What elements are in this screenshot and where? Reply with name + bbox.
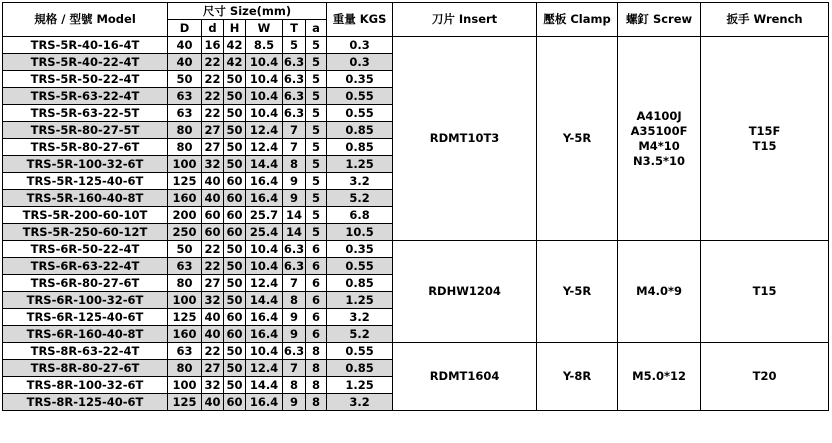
cell-size-T: 6.3 xyxy=(283,258,305,273)
cell-size-d: 27 xyxy=(202,122,224,139)
cell-size-D: 63 xyxy=(168,258,202,275)
cell-size-d: 22 xyxy=(202,258,224,275)
screw-value: A35100F xyxy=(630,123,688,138)
cell-size-D: 160 xyxy=(168,190,202,207)
cell-model: TRS-5R-63-22-5T xyxy=(3,105,168,122)
cell-size-H: 50 xyxy=(224,139,246,156)
cell-size-a: 8 xyxy=(306,377,327,394)
cell-size-d: 22 xyxy=(202,105,224,122)
cell-size-d: 22 xyxy=(202,241,224,258)
cell-size-d: 40 xyxy=(202,394,224,411)
cell-size-d: 60 xyxy=(202,224,224,241)
cell-size-H: 50 xyxy=(224,71,246,88)
cell-size-a: 5 xyxy=(306,190,327,207)
cell-size-a: 6 xyxy=(306,292,327,309)
cell-model: TRS-6R-100-32-6T xyxy=(3,292,168,309)
cell-size-D: 200 xyxy=(168,207,202,224)
cell-size-W: 10.4 xyxy=(246,241,283,258)
cell-model: TRS-6R-50-22-4T xyxy=(3,241,168,258)
cell-size-W: 8.5 xyxy=(246,37,283,54)
cell-size-H: 60 xyxy=(224,224,246,241)
cell-size-W: 12.4 xyxy=(246,360,283,377)
wrench-value: T15 xyxy=(752,284,777,298)
screw-cell xyxy=(618,241,701,343)
cell-size-a: 6 xyxy=(306,275,327,292)
cell-size-H: 50 xyxy=(224,156,246,173)
cell-size-d: 22 xyxy=(202,54,224,71)
cell-weight: 0.55 xyxy=(327,88,393,105)
cell-size-T: 9 xyxy=(283,309,306,326)
cell-size-a: 5 xyxy=(306,224,327,241)
cell-size-T: 9 xyxy=(283,326,306,343)
cell-size-H: 50 xyxy=(224,360,246,377)
wrench-cell xyxy=(701,241,829,343)
cell-weight: 0.35 xyxy=(327,71,393,88)
wrench-value: T15 xyxy=(752,138,777,153)
header-sub-W: W xyxy=(246,20,283,37)
cell-size-W: 10.4 xyxy=(246,71,283,88)
cell-size-D: 50 xyxy=(168,71,202,88)
cell-size-W: 10.4 xyxy=(246,105,283,122)
cell-model: TRS-5R-125-40-6T xyxy=(3,173,168,190)
cell-size-W: 16.4 xyxy=(246,326,283,343)
screw-value: N3.5*10 xyxy=(633,153,686,168)
cell-size-d: 40 xyxy=(202,173,224,190)
cell-size-a: 5 xyxy=(306,207,327,224)
cell-size-D: 63 xyxy=(168,88,202,105)
wrench-value: T15F xyxy=(748,123,781,138)
cell-model: TRS-8R-100-32-6T xyxy=(3,377,168,394)
cell-size-d: 32 xyxy=(202,377,224,394)
cell-size-W: 10.4 xyxy=(246,258,283,275)
cell-size-a: 8 xyxy=(306,343,327,360)
table-row xyxy=(3,241,829,258)
cell-weight: 0.85 xyxy=(327,275,393,292)
cell-size-T: 14 xyxy=(283,224,306,241)
cell-size-T: 6.3 xyxy=(283,105,305,120)
cell-size-d: 16 xyxy=(202,37,224,54)
wrench-cell xyxy=(701,343,829,411)
cell-size-H: 60 xyxy=(224,326,246,343)
wrench-value: T20 xyxy=(752,369,777,383)
cell-model: TRS-5R-200-60-10T xyxy=(3,207,168,224)
cell-weight: 5.2 xyxy=(327,190,393,207)
cell-size-D: 125 xyxy=(168,394,202,411)
header-sub-d: d xyxy=(202,20,224,37)
spec-body xyxy=(3,37,829,411)
cell-size-W: 10.4 xyxy=(246,54,283,71)
cell-size-H: 60 xyxy=(224,173,246,190)
cell-size-T: 7 xyxy=(283,139,306,156)
cell-size-d: 32 xyxy=(202,156,224,173)
header-wrench: 扳手 Wrench xyxy=(701,3,829,37)
cell-size-H: 50 xyxy=(224,258,246,275)
clamp-cell: Y-5R xyxy=(537,37,618,241)
cell-size-T: 6.3 xyxy=(283,54,305,69)
cell-model: TRS-5R-63-22-4T xyxy=(3,88,168,105)
insert-cell: RDHW1204 xyxy=(393,241,537,343)
cell-size-T: 6.3 xyxy=(283,71,305,86)
cell-model: TRS-6R-160-40-8T xyxy=(3,326,168,343)
cell-size-T: 6.3 xyxy=(283,343,305,358)
cell-size-a: 6 xyxy=(306,258,327,275)
cell-weight: 0.85 xyxy=(327,122,393,139)
cell-size-d: 27 xyxy=(202,360,224,377)
cell-size-D: 125 xyxy=(168,309,202,326)
cell-weight: 5.2 xyxy=(327,326,393,343)
cell-size-H: 42 xyxy=(224,54,246,71)
cell-size-D: 160 xyxy=(168,326,202,343)
cell-size-T: 8 xyxy=(283,377,306,394)
cell-model: TRS-5R-80-27-6T xyxy=(3,139,168,156)
cell-size-d: 60 xyxy=(202,207,224,224)
cell-size-a: 5 xyxy=(306,156,327,173)
spec-table xyxy=(2,2,829,411)
cell-size-H: 42 xyxy=(224,37,246,54)
clamp-cell: Y-5R xyxy=(537,241,618,343)
cell-size-D: 80 xyxy=(168,139,202,156)
cell-size-d: 22 xyxy=(202,88,224,105)
cell-weight: 0.35 xyxy=(327,241,393,258)
cell-size-D: 100 xyxy=(168,292,202,309)
clamp-cell: Y-8R xyxy=(537,343,618,411)
cell-weight: 0.55 xyxy=(327,105,393,122)
cell-weight: 0.55 xyxy=(327,258,393,275)
table-row xyxy=(3,343,829,360)
insert-cell: RDMT1604 xyxy=(393,343,537,411)
cell-size-d: 40 xyxy=(202,326,224,343)
cell-size-W: 12.4 xyxy=(246,275,283,292)
cell-size-a: 5 xyxy=(306,173,327,190)
cell-model: TRS-6R-80-27-6T xyxy=(3,275,168,292)
cell-weight: 1.25 xyxy=(327,156,393,173)
cell-size-T: 5 xyxy=(283,37,306,54)
cell-model: TRS-6R-63-22-4T xyxy=(3,258,168,275)
cell-size-d: 40 xyxy=(202,309,224,326)
cell-size-H: 50 xyxy=(224,88,246,105)
screw-value: A4100J xyxy=(636,108,682,123)
insert-cell: RDMT10T3 xyxy=(393,37,537,241)
cell-model: TRS-5R-80-27-5T xyxy=(3,122,168,139)
cell-model: TRS-8R-125-40-6T xyxy=(3,394,168,411)
cell-model: TRS-5R-40-22-4T xyxy=(3,54,168,71)
cell-size-H: 50 xyxy=(224,292,246,309)
cell-size-W: 12.4 xyxy=(246,139,283,156)
cell-size-H: 50 xyxy=(224,275,246,292)
cell-size-a: 5 xyxy=(306,139,327,156)
cell-weight: 0.85 xyxy=(327,139,393,156)
cell-size-D: 80 xyxy=(168,122,202,139)
cell-size-H: 50 xyxy=(224,343,246,360)
cell-size-T: 6.3 xyxy=(283,241,305,256)
screw-cell xyxy=(618,343,701,411)
cell-size-a: 5 xyxy=(306,71,327,88)
cell-weight: 0.3 xyxy=(327,54,393,71)
screw-value: M4*10 xyxy=(638,138,680,153)
cell-size-H: 50 xyxy=(224,122,246,139)
cell-size-W: 10.4 xyxy=(246,343,283,360)
cell-size-a: 5 xyxy=(306,122,327,139)
cell-size-a: 5 xyxy=(306,88,327,105)
cell-size-D: 125 xyxy=(168,173,202,190)
header-size: 尺寸 Size(mm) xyxy=(168,3,327,20)
header-model: 規格 / 型號 Model xyxy=(3,3,168,37)
screw-cell xyxy=(618,37,701,241)
cell-weight: 10.5 xyxy=(327,224,393,241)
table-row xyxy=(3,37,829,54)
cell-size-W: 10.4 xyxy=(246,88,283,105)
cell-model: TRS-5R-50-22-4T xyxy=(3,71,168,88)
cell-weight: 3.2 xyxy=(327,394,393,411)
cell-model: TRS-5R-250-60-12T xyxy=(3,224,168,241)
cell-size-W: 16.4 xyxy=(246,190,283,207)
cell-size-D: 80 xyxy=(168,275,202,292)
cell-size-H: 50 xyxy=(224,241,246,258)
cell-size-d: 27 xyxy=(202,275,224,292)
cell-model: TRS-5R-160-40-8T xyxy=(3,190,168,207)
cell-size-d: 40 xyxy=(202,190,224,207)
cell-size-W: 16.4 xyxy=(246,309,283,326)
cell-size-D: 40 xyxy=(168,54,202,71)
cell-size-T: 9 xyxy=(283,173,306,190)
cell-weight: 1.25 xyxy=(327,377,393,394)
cell-size-D: 63 xyxy=(168,343,202,360)
cell-size-D: 63 xyxy=(168,105,202,122)
cell-size-a: 5 xyxy=(306,105,327,122)
cell-size-W: 16.4 xyxy=(246,394,283,411)
cell-size-a: 5 xyxy=(306,54,327,71)
cell-size-d: 22 xyxy=(202,71,224,88)
cell-weight: 6.8 xyxy=(327,207,393,224)
header-insert: 刀片 Insert xyxy=(393,3,537,37)
cell-model: TRS-5R-40-16-4T xyxy=(3,37,168,54)
cell-weight: 0.55 xyxy=(327,343,393,360)
cell-size-T: 8 xyxy=(283,156,306,173)
cell-model: TRS-8R-63-22-4T xyxy=(3,343,168,360)
cell-size-D: 100 xyxy=(168,377,202,394)
wrench-cell xyxy=(701,37,829,241)
cell-size-D: 50 xyxy=(168,241,202,258)
header-sub-H: H xyxy=(224,20,246,37)
header-sub-D: D xyxy=(168,20,202,37)
cell-weight: 0.85 xyxy=(327,360,393,377)
header-clamp: 壓板 Clamp xyxy=(537,3,618,37)
cell-size-W: 25.7 xyxy=(246,207,283,224)
cell-size-D: 40 xyxy=(168,37,202,54)
cell-size-a: 5 xyxy=(306,37,327,54)
cell-size-d: 27 xyxy=(202,139,224,156)
cell-size-H: 60 xyxy=(224,394,246,411)
cell-size-T: 7 xyxy=(283,360,306,377)
cell-size-H: 60 xyxy=(224,309,246,326)
cell-size-T: 7 xyxy=(283,275,306,292)
header-weight: 重量 KGS xyxy=(327,3,393,37)
cell-size-D: 80 xyxy=(168,360,202,377)
cell-size-H: 60 xyxy=(224,207,246,224)
cell-size-H: 50 xyxy=(224,105,246,122)
cell-size-W: 25.4 xyxy=(246,224,283,241)
cell-size-d: 22 xyxy=(202,343,224,360)
cell-size-T: 9 xyxy=(283,394,306,411)
cell-size-a: 8 xyxy=(306,394,327,411)
header-screw: 螺釘 Screw xyxy=(618,3,701,37)
cell-size-T: 8 xyxy=(283,292,306,309)
screw-value: M4.0*9 xyxy=(636,284,682,298)
cell-size-H: 60 xyxy=(224,190,246,207)
cell-size-H: 50 xyxy=(224,377,246,394)
cell-size-T: 7 xyxy=(283,122,306,139)
cell-size-W: 14.4 xyxy=(246,292,283,309)
screw-value: M5.0*12 xyxy=(632,369,686,383)
cell-model: TRS-5R-100-32-6T xyxy=(3,156,168,173)
cell-size-D: 250 xyxy=(168,224,202,241)
header-sub-T: T xyxy=(283,20,306,37)
cell-size-W: 12.4 xyxy=(246,122,283,139)
cell-size-d: 32 xyxy=(202,292,224,309)
cell-size-T: 6.3 xyxy=(283,88,305,103)
cell-model: TRS-6R-125-40-6T xyxy=(3,309,168,326)
cell-size-W: 14.4 xyxy=(246,156,283,173)
cell-size-W: 16.4 xyxy=(246,173,283,190)
cell-size-D: 100 xyxy=(168,156,202,173)
cell-size-a: 6 xyxy=(306,241,327,258)
cell-weight: 3.2 xyxy=(327,173,393,190)
cell-size-T: 9 xyxy=(283,190,306,207)
cell-size-T: 14 xyxy=(283,207,306,224)
cell-model: TRS-8R-80-27-6T xyxy=(3,360,168,377)
cell-size-a: 6 xyxy=(306,326,327,343)
cell-weight: 1.25 xyxy=(327,292,393,309)
cell-size-a: 8 xyxy=(306,360,327,377)
header-sub-a: a xyxy=(306,20,327,37)
cell-weight: 3.2 xyxy=(327,309,393,326)
cell-size-W: 14.4 xyxy=(246,377,283,394)
cell-weight: 0.3 xyxy=(327,37,393,54)
cell-size-a: 6 xyxy=(306,309,327,326)
